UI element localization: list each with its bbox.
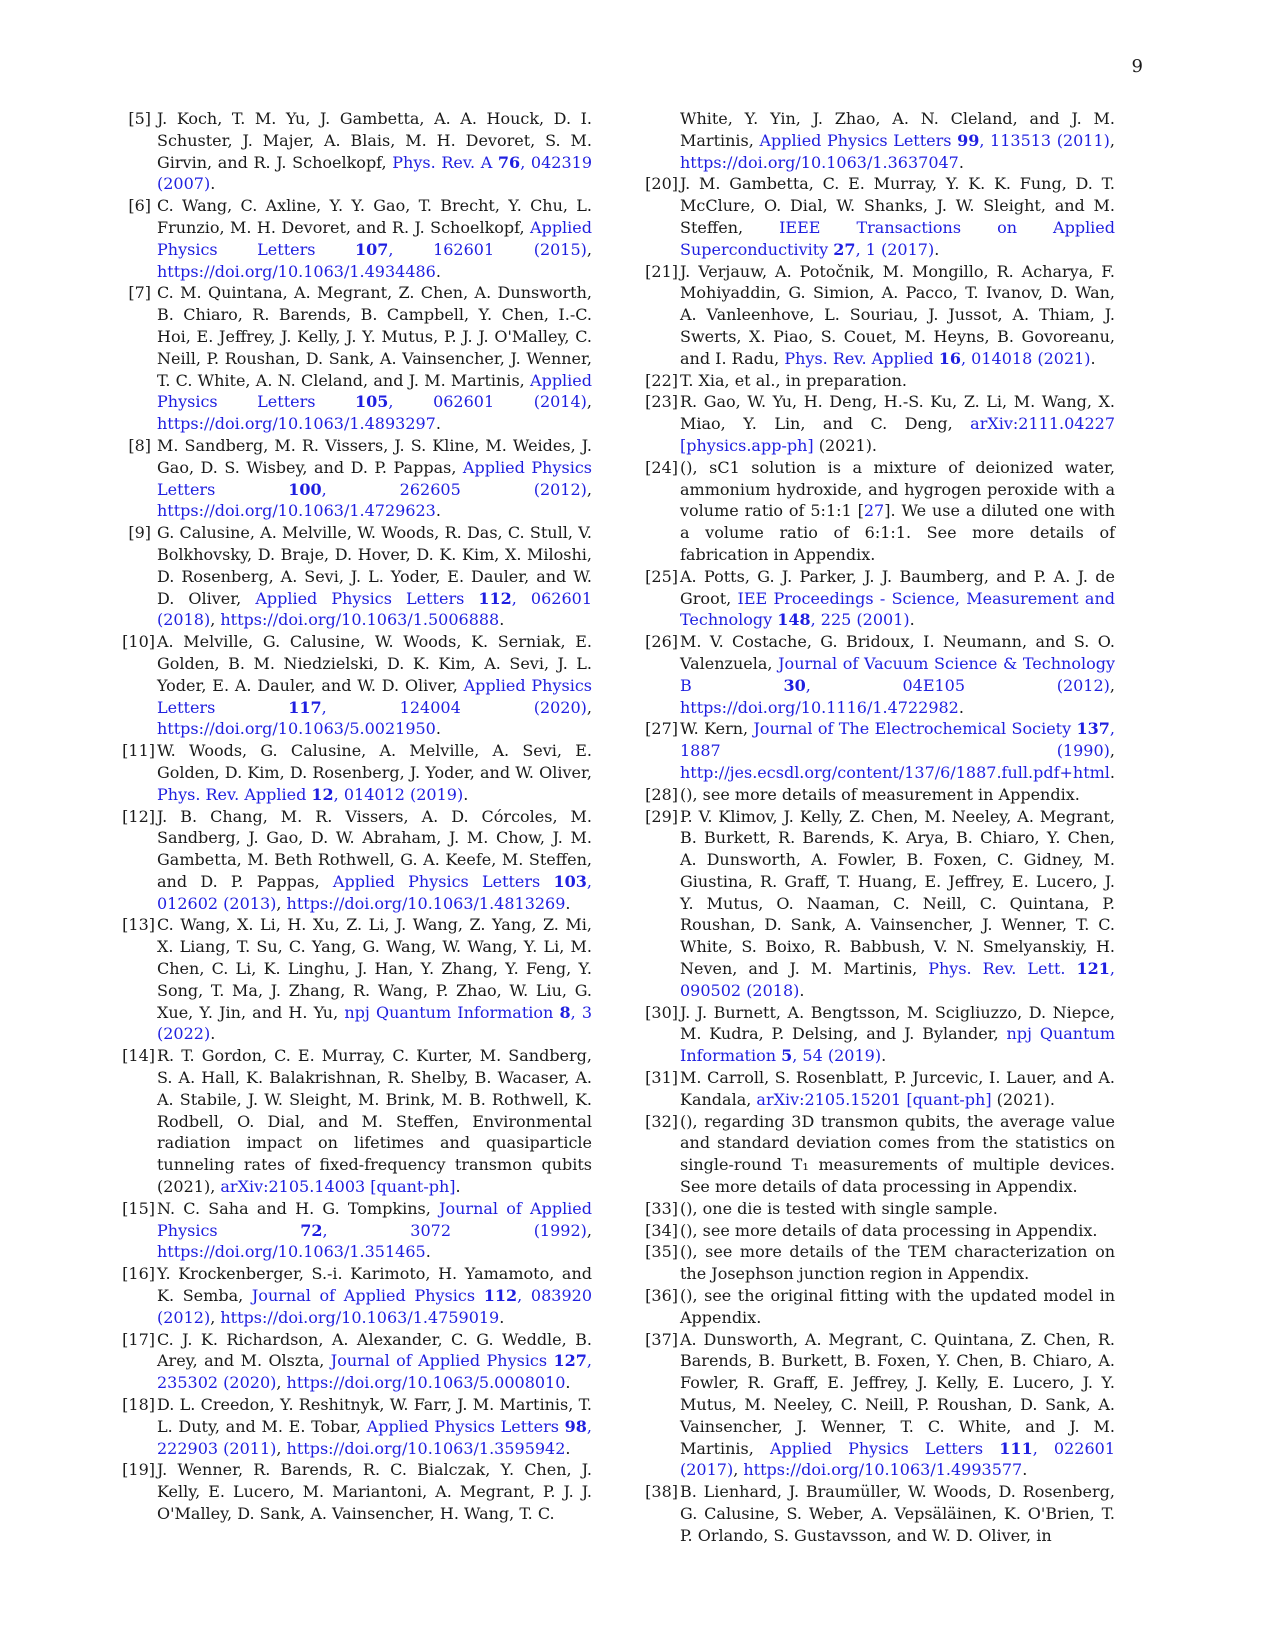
volume-number-link[interactable]: 27 <box>833 239 856 259</box>
reference-text: T. Xia, et al., in preparation. <box>680 370 908 390</box>
reference-entry <box>645 1220 1115 1242</box>
reference-number: [26] <box>645 632 678 652</box>
reference-link[interactable]: , 090502 (2018) <box>680 959 1115 1000</box>
reference-entry <box>645 1285 1115 1329</box>
reference-entry <box>645 718 1116 783</box>
reference-text: (), see more details of the TEM characterization on the Josephson junction region in Appendix. <box>680 1242 1115 1284</box>
reference-text: . <box>958 697 964 717</box>
reference-link[interactable]: Applied Physics Letters <box>366 1416 565 1436</box>
reference-link[interactable]: Phys. Rev. Applied <box>784 348 939 368</box>
reference-link[interactable]: https://doi.org/10.1063/1.4729623 <box>157 501 436 521</box>
reference-link[interactable]: , 083920 (2012) <box>157 1286 593 1327</box>
reference-entry <box>128 195 592 282</box>
reference-text: M. Carroll, S. Rosenblatt, P. Jurcevic, I. Lauer, and A. Kandala, <box>680 1068 1115 1109</box>
reference-number: [20] <box>645 174 678 194</box>
reference-text: . <box>435 501 441 521</box>
reference-text: , <box>276 1373 287 1393</box>
reference-link[interactable]: Applied Physics Letters <box>255 588 479 608</box>
reference-link[interactable]: arXiv:2111.04227 [physics.app-ph] <box>680 414 1115 455</box>
reference-number: [17] <box>122 1329 155 1349</box>
reference-text: C. M. Quintana, A. Megrant, Z. Chen, A. Dunsworth, B. Chiaro, R. Barends, B. Campbell, Y. Chen, I.-C. Hoi, E. Jeffrey, J. Kelly, J. Y. Mutus, P. J. J. O'Malley, C. Neill, P. Roushan, D. Sank, A. Vainsencher, J. Wenner, T. C. White, A. N. Cleland, and J. M. Martinis, <box>157 283 592 390</box>
reference-link[interactable]: , 062601 (2018) <box>157 588 593 630</box>
reference-text: , <box>733 1460 744 1480</box>
reference-link[interactable]: , 062601 (2014) <box>388 392 587 412</box>
volume-number-link[interactable]: 112 <box>483 1286 518 1306</box>
reference-text: . <box>435 261 441 281</box>
reference-number: [5] <box>128 109 151 128</box>
volume-number-link[interactable]: 12 <box>311 784 334 804</box>
reference-entry <box>645 1198 1115 1220</box>
reference-text: , <box>1109 741 1115 761</box>
reference-number: [32] <box>645 1111 678 1131</box>
reference-text: , <box>586 697 592 717</box>
volume-number-link[interactable]: 8 <box>559 1002 571 1022</box>
reference-number: [34] <box>645 1220 678 1240</box>
reference-text: (2021). <box>991 1089 1055 1109</box>
reference-number: [19] <box>122 1460 155 1480</box>
reference-entry <box>128 108 592 195</box>
reference-entry <box>656 108 1115 173</box>
reference-text: . <box>958 152 964 172</box>
reference-link[interactable]: , 042319 (2007) <box>157 152 592 194</box>
reference-entry <box>122 740 592 805</box>
reference-text: . <box>1022 1460 1028 1480</box>
reference-text: . <box>463 784 469 804</box>
reference-text: N. C. Saha and H. G. Tompkins, <box>157 1198 440 1218</box>
reference-text: (), regarding 3D transmon qubits, the average value and standard deviation comes from the statistics on single-round T₁ measurements of multiple devices. See more details of data processing in Appendix. <box>680 1111 1115 1197</box>
reference-link[interactable]: Phys. Rev. Applied <box>157 784 312 804</box>
reference-link[interactable]: Applied Physics Letters <box>157 675 592 717</box>
volume-number-link[interactable]: 117 <box>288 697 322 717</box>
reference-text: M. V. Costache, G. Bridoux, I. Neumann, and S. O. Valenzuela, <box>680 632 1115 673</box>
reference-text: . <box>881 1046 887 1066</box>
page-number: 9 <box>1131 56 1143 77</box>
reference-text: . <box>1090 348 1096 368</box>
reference-text: (), see more details of data processing in Appendix. <box>680 1220 1098 1240</box>
reference-link[interactable]: https://doi.org/10.1063/1.351465 <box>157 1242 426 1262</box>
reference-text: C. Wang, X. Li, H. Xu, Z. Li, J. Wang, Z. Yang, Z. Mi, X. Liang, T. Su, C. Yang, G. Wang, W. Wang, Y. Li, M. Chen, C. Li, K. Linghu, J. Han, Y. Zhang, Y. Feng, Y. Song, T. Ma, J. Zhang, R. Wang, P. Zhao, W. Liu, G. Xue, Y. Jin, and H. Yu, <box>157 915 592 1022</box>
reference-link[interactable]: , 014012 (2019) <box>333 784 464 804</box>
reference-number: [9] <box>128 523 151 543</box>
volume-number-link[interactable]: 16 <box>938 348 961 368</box>
reference-entry <box>645 1241 1115 1285</box>
reference-text: ]. We use a diluted one with a volume ratio of 6:1:1. See more details of fabrication in Appendix. <box>680 501 1116 564</box>
reference-text: C. J. K. Richardson, A. Alexander, C. G. Weddle, B. Arey, and M. Olszta, <box>157 1329 592 1371</box>
volume-number-link[interactable]: 5 <box>781 1046 793 1066</box>
volume-number-link[interactable]: 99 <box>957 130 980 150</box>
reference-link[interactable]: 27 <box>863 501 885 521</box>
reference-link[interactable]: , 262605 (2012) <box>321 479 587 499</box>
reference-entry <box>645 370 1115 392</box>
reference-link[interactable]: https://doi.org/10.1063/1.4759019 <box>220 1307 500 1327</box>
reference-entry <box>645 1067 1115 1111</box>
reference-number: [37] <box>645 1329 678 1349</box>
reference-number: [23] <box>645 392 678 412</box>
reference-link[interactable]: , 222903 (2011) <box>157 1416 592 1458</box>
reference-entry <box>645 1002 1116 1067</box>
reference-text: . <box>909 610 915 630</box>
reference-number: [25] <box>645 566 678 586</box>
reference-entry <box>645 1111 1115 1198</box>
reference-link[interactable]: Phys. Rev. A <box>392 152 498 172</box>
reference-number: [27] <box>645 719 678 739</box>
volume-number-link[interactable]: 100 <box>288 479 322 499</box>
reference-entry <box>128 522 593 631</box>
volume-number-link[interactable]: 137 <box>1076 719 1110 739</box>
reference-link[interactable]: http://jes.ecsdl.org/content/137/6/1887.full.pdf+html <box>680 762 1110 782</box>
reference-link[interactable]: Applied Physics Letters <box>157 370 592 412</box>
volume-number-link[interactable]: 103 <box>553 871 587 891</box>
reference-number: [30] <box>645 1002 678 1022</box>
reference-link[interactable]: https://doi.org/10.1063/1.3595942 <box>286 1438 566 1458</box>
reference-link[interactable]: IEEE Transactions on Applied Superconductivity <box>680 217 1116 259</box>
reference-number: [31] <box>645 1068 678 1088</box>
reference-text: . <box>565 1373 571 1393</box>
reference-number: [12] <box>122 806 155 826</box>
volume-number-link[interactable]: 76 <box>497 152 521 172</box>
reference-number: [8] <box>128 435 151 455</box>
volume-number-link[interactable]: 127 <box>553 1351 587 1371</box>
reference-text: . <box>435 414 441 434</box>
reference-text: , <box>276 893 287 913</box>
reference-link[interactable]: , 162601 (2015) <box>388 239 587 259</box>
volume-number-link[interactable]: 112 <box>478 588 512 608</box>
reference-text: J. M. Gambetta, C. E. Murray, Y. K. K. Fung, D. T. McClure, O. Dial, W. Shanks, J. W. Sleight, and M. Steffen, <box>680 174 1115 237</box>
reference-text: , <box>1109 130 1116 150</box>
reference-number: [35] <box>645 1242 678 1262</box>
reference-number: [33] <box>645 1198 678 1218</box>
reference-link[interactable]: Applied Physics Letters <box>157 217 592 259</box>
reference-link[interactable]: , 012602 (2013) <box>157 871 592 913</box>
reference-text: J. Verjauw, A. Potočnik, M. Mongillo, R. Acharya, F. Mohiyaddin, G. Simion, A. Pacco, T. Ivanov, D. Wan, A. Vanleenhove, L. Souriau, J. Jussot, A. Thiam, J. Swerts, X. Piao, S. Couet, M. Heyns, B. Govoreanu, and I. Radu, <box>680 261 1115 368</box>
volume-number-link[interactable]: 148 <box>777 610 811 630</box>
reference-text: J. J. Burnett, A. Bengtsson, M. Scigliuzzo, D. Niepce, M. Kudra, P. Delsing, and J. Bylander, <box>680 1002 1115 1044</box>
reference-number: [21] <box>645 261 678 281</box>
reference-link[interactable]: https://doi.org/10.1063/1.4993577 <box>743 1460 1023 1480</box>
reference-number: [14] <box>122 1046 155 1066</box>
reference-link[interactable]: , 04E105 (2012) <box>805 675 1110 695</box>
reference-text: , <box>1109 675 1116 695</box>
reference-link[interactable]: , 1 (2017) <box>855 239 935 259</box>
reference-number: [18] <box>122 1395 155 1415</box>
reference-entry <box>645 391 1115 456</box>
reference-link[interactable]: , 235302 (2020) <box>157 1351 593 1393</box>
reference-text: , <box>210 610 221 630</box>
reference-text: . <box>565 1438 571 1458</box>
reference-text: C. Wang, C. Axline, Y. Y. Gao, T. Brecht, Y. Chu, L. Frunzio, M. H. Devoret, and R. J. Schoelkopf, <box>157 196 592 237</box>
reference-text: Y. Krockenberger, S.-i. Karimoto, H. Yamamoto, and K. Semba, <box>157 1264 592 1306</box>
reference-entry <box>122 806 592 915</box>
reference-number: [10] <box>122 632 155 652</box>
reference-link[interactable]: https://doi.org/10.1063/1.3637047 <box>680 152 959 172</box>
reference-entry <box>122 1263 593 1328</box>
reference-entry <box>122 631 592 740</box>
reference-link[interactable]: Journal of Vacuum Science & Technology B <box>680 653 1115 695</box>
reference-text: . <box>499 1307 505 1327</box>
references-right-column <box>645 108 1116 1547</box>
reference-number: [6] <box>128 196 151 216</box>
reference-number: [16] <box>122 1264 155 1284</box>
reference-link[interactable]: Journal of Applied Physics <box>251 1286 484 1306</box>
reference-entry <box>122 1045 592 1198</box>
reference-text: , <box>586 479 592 499</box>
reference-entry <box>645 566 1115 631</box>
reference-entry <box>122 1459 592 1524</box>
reference-link[interactable]: Applied Physics Letters <box>769 1438 1000 1458</box>
reference-text: . <box>435 719 441 739</box>
volume-number-link[interactable]: 107 <box>355 239 389 259</box>
reference-number: [38] <box>645 1482 678 1502</box>
reference-text: . <box>210 174 216 194</box>
reference-link[interactable]: Phys. Rev. Lett. <box>928 959 1077 979</box>
reference-number: [11] <box>122 741 155 761</box>
reference-text: (2021). <box>813 435 878 455</box>
reference-text: . <box>1109 762 1116 782</box>
reference-link[interactable]: https://doi.org/10.1063/1.4893297 <box>157 414 436 434</box>
reference-number: [24] <box>645 457 678 477</box>
reference-link[interactable]: Applied Physics Letters <box>332 871 554 891</box>
reference-entry <box>128 282 592 435</box>
reference-link[interactable]: , 3 (2022) <box>157 1002 593 1044</box>
reference-text: . <box>425 1242 431 1262</box>
reference-text: R. T. Gordon, C. E. Murray, C. Kurter, M. Sandberg, S. A. Hall, K. Balakrishnan, R. Shelby, B. Wacaser, A. A. Stabile, J. W. Sleight, M. Brink, M. B. Rothwell, K. Rodbell, O. Dial, and M. Steffen, Environmental radiation impact on lifetimes and quasiparticle tunneling rates of fixed-frequency transmon qubits (2021), <box>157 1046 592 1197</box>
reference-link[interactable]: npj Quantum Information <box>680 1024 1116 1066</box>
reference-text: . <box>455 1177 461 1197</box>
reference-number: [28] <box>645 784 678 804</box>
reference-text: , <box>586 239 592 259</box>
reference-number: [15] <box>122 1198 155 1218</box>
reference-link[interactable]: https://doi.org/10.1063/1.4934486 <box>157 261 436 281</box>
reference-text: (), see more details of measurement in Appendix. <box>680 784 1080 804</box>
reference-text: , <box>586 1220 592 1240</box>
reference-text: P. V. Klimov, J. Kelly, Z. Chen, M. Neeley, A. Megrant, B. Burkett, R. Barends, K. Arya, B. Chiaro, Y. Chen, A. Dunsworth, A. Fowler, B. Foxen, C. Gidney, M. Giustina, R. Graff, T. Huang, E. Jeffrey, E. Lucero, J. Y. Mutus, O. Naaman, C. Neill, C. Quintana, P. Roushan, D. Sank, A. Vainsencher, J. Wenner, T. C. White, S. Boixo, R. Babbush, V. N. Smelyanskiy, H. Neven, and J. M. Martinis, <box>680 806 1115 979</box>
reference-link[interactable]: , 1887 (1990) <box>680 719 1116 761</box>
reference-entry <box>645 1329 1116 1482</box>
reference-text: A. Dunsworth, A. Megrant, C. Quintana, Z. Chen, R. Barends, B. Burkett, B. Foxen, Y. Chen, B. Chiaro, A. Fowler, R. Graff, E. Jeffrey, J. Kelly, E. Lucero, J. Y. Mutus, M. Neeley, C. Neill, P. Roushan, D. Sank, A. Vainsencher, J. Wenner, T. C. White, and J. M. Martinis, <box>680 1329 1115 1458</box>
reference-link[interactable]: , 54 (2019) <box>792 1046 882 1066</box>
reference-link[interactable]: , 225 (2001) <box>810 610 910 630</box>
reference-entry <box>645 173 1116 260</box>
reference-text: (), see the original fitting with the updated model in Appendix. <box>680 1286 1115 1327</box>
reference-entry <box>645 261 1115 370</box>
reference-text: W. Woods, G. Calusine, A. Melville, A. Sevi, E. Golden, D. Kim, D. Rosenberg, J. Yoder, and W. Oliver, <box>157 741 592 782</box>
reference-text: . <box>934 239 940 259</box>
volume-number-link[interactable]: 98 <box>564 1416 587 1436</box>
reference-text: J. Wenner, R. Barends, R. C. Bialczak, Y. Chen, J. Kelly, E. Lucero, M. Mariantoni, A. Megrant, P. J. J. O'Malley, D. Sank, A. Vainsencher, H. Wang, T. C. <box>157 1460 592 1523</box>
reference-text: A. Melville, G. Calusine, W. Woods, K. Serniak, E. Golden, B. M. Niedzielski, D. K. Kim, A. Sevi, J. L. Yoder, E. A. Dauler, and W. D. Oliver, <box>157 632 592 695</box>
reference-link[interactable]: arXiv:2105.14003 [quant-ph] <box>220 1177 456 1197</box>
reference-number: [36] <box>645 1286 678 1306</box>
reference-text: , <box>210 1307 221 1327</box>
volume-number-link[interactable]: 30 <box>783 675 806 695</box>
reference-link[interactable]: npj Quantum Information <box>344 1002 560 1022</box>
reference-link[interactable]: https://doi.org/10.1116/1.4722982 <box>680 697 959 717</box>
reference-link[interactable]: https://doi.org/10.1063/1.5006888 <box>220 610 500 630</box>
reference-text: J. B. Chang, M. R. Vissers, A. D. Córcoles, M. Sandberg, J. Gao, D. W. Abraham, J. M. Chow, J. M. Gambetta, M. Beth Rothwell, G. A. Keefe, M. Steffen, and D. P. Pappas, <box>157 806 592 891</box>
reference-number: [13] <box>122 915 155 935</box>
reference-link[interactable]: , 3072 (1992) <box>322 1220 587 1240</box>
reference-entry <box>645 1481 1115 1546</box>
reference-entry <box>122 1329 593 1394</box>
reference-text: G. Calusine, A. Melville, W. Woods, R. Das, C. Stull, V. Bolkhovsky, D. Braje, D. Hover, D. K. Kim, X. Miloshi, D. Rosenberg, A. Sevi, J. L. Yoder, E. Dauler, and W. D. Oliver, <box>157 523 592 608</box>
reference-link[interactable]: , 124004 (2020) <box>321 697 587 717</box>
references-left-column <box>122 108 593 1525</box>
volume-number-link[interactable]: 111 <box>999 1438 1033 1458</box>
reference-link[interactable]: IEE Proceedings - Science, Measurement and Technology <box>680 588 1115 630</box>
reference-number: [7] <box>128 283 151 303</box>
reference-link[interactable]: arXiv:2105.15201 [quant-ph] <box>756 1089 992 1109</box>
reference-text: , <box>586 392 592 412</box>
reference-link[interactable]: Journal of The Electrochemical Society <box>753 719 1077 739</box>
reference-link[interactable]: Journal of Applied Physics <box>330 1351 554 1371</box>
reference-link[interactable]: , 014018 (2021) <box>961 348 1091 368</box>
reference-text: (), sC1 solution is a mixture of deionized water, ammonium hydroxide, and hygrogen peroxide with a volume ratio of 5:1:1 [ <box>680 457 1115 521</box>
reference-link[interactable]: https://doi.org/10.1063/5.0008010 <box>286 1373 566 1393</box>
reference-text: A. Potts, G. J. Parker, J. J. Baumberg, and P. A. J. de Groot, <box>680 566 1115 608</box>
reference-text: D. L. Creedon, Y. Reshitnyk, W. Farr, J. M. Martinis, T. L. Duty, and M. E. Tobar, <box>157 1395 592 1436</box>
reference-entry <box>122 914 593 1045</box>
reference-text: W. Kern, <box>680 719 754 739</box>
reference-text: White, Y. Yin, J. Zhao, A. N. Cleland, and J. M. Martinis, <box>680 109 1115 150</box>
reference-entry <box>128 435 592 522</box>
reference-text: . <box>565 893 571 913</box>
reference-number: [29] <box>645 806 678 826</box>
reference-link[interactable]: , 022601 (2017) <box>680 1438 1116 1480</box>
reference-link[interactable]: https://doi.org/10.1063/5.0021950 <box>157 719 436 739</box>
volume-number-link[interactable]: 72 <box>300 1220 323 1240</box>
reference-entry <box>645 457 1116 566</box>
reference-text: M. Sandberg, M. R. Vissers, J. S. Kline, M. Weides, J. Gao, D. S. Wisbey, and D. P. Pappas, <box>157 435 592 477</box>
reference-link[interactable]: , 113513 (2011) <box>979 130 1110 150</box>
reference-entry <box>645 631 1116 718</box>
reference-link[interactable]: Applied Physics Letters <box>759 130 958 150</box>
reference-link[interactable]: Applied Physics Letters <box>157 457 592 499</box>
reference-text: . <box>499 610 505 630</box>
reference-entry <box>122 1394 592 1459</box>
reference-text: (), one die is tested with single sample. <box>680 1198 998 1218</box>
reference-text: B. Lienhard, J. Braumüller, W. Woods, D. Rosenberg, G. Calusine, S. Weber, A. Vepsäläinen, K. O'Brien, T. P. Orlando, S. Gustavsson, and W. D. Oliver, in <box>680 1482 1115 1545</box>
reference-link[interactable]: https://doi.org/10.1063/1.4813269 <box>286 893 566 913</box>
reference-text: R. Gao, W. Yu, H. Deng, H.-S. Ku, Z. Li, M. Wang, X. Miao, Y. Lin, and C. Deng, <box>680 392 1115 434</box>
reference-entry <box>645 806 1115 1002</box>
reference-link[interactable]: Journal of Applied Physics <box>157 1198 593 1240</box>
reference-entry <box>645 784 1115 806</box>
reference-entry <box>122 1198 593 1263</box>
reference-text: . <box>210 1024 216 1044</box>
reference-text: J. Koch, T. M. Yu, J. Gambetta, A. A. Houck, D. I. Schuster, J. Majer, A. Blais, M. H. Devoret, S. M. Girvin, and R. J. Schoelkopf, <box>157 109 592 172</box>
reference-text: , <box>276 1438 287 1458</box>
volume-number-link[interactable]: 121 <box>1076 959 1110 979</box>
reference-number: [22] <box>645 370 678 390</box>
volume-number-link[interactable]: 105 <box>355 392 389 412</box>
reference-text: . <box>799 980 805 1000</box>
